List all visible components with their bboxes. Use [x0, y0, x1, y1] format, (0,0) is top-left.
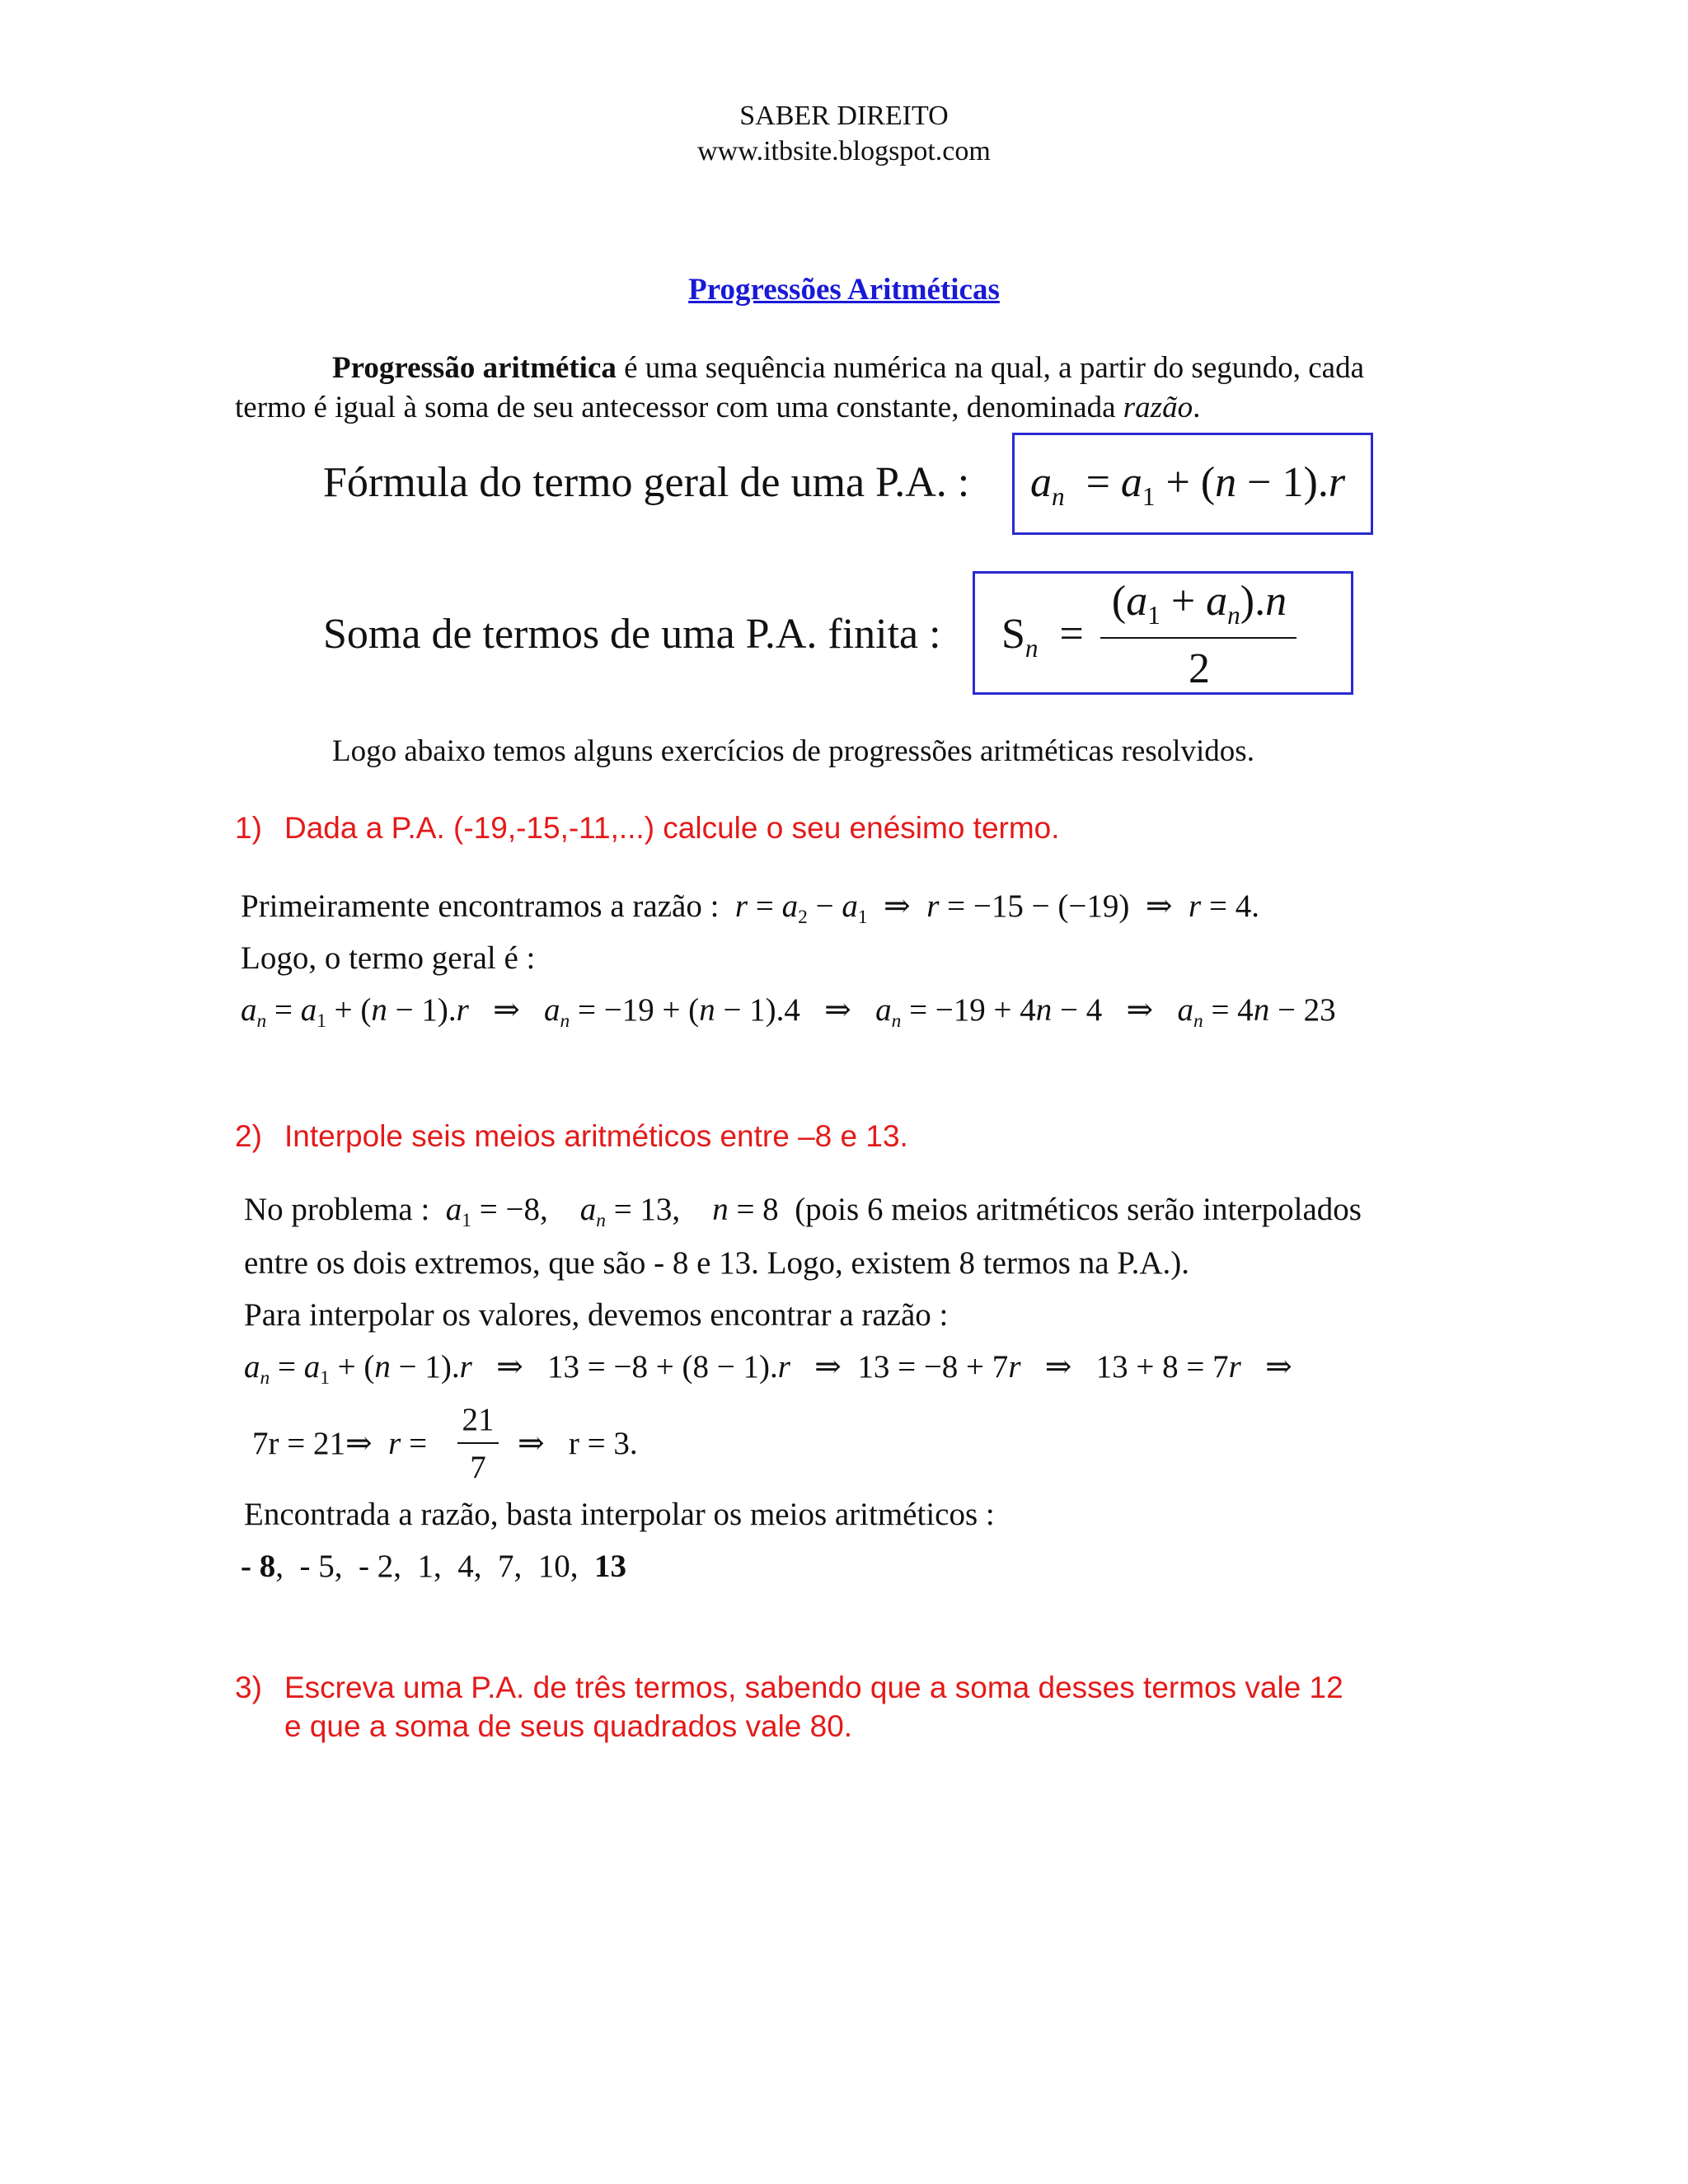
exercise-2-question: Interpole seis meios aritméticos entre –8 e 13. [284, 1119, 908, 1153]
ex2-line-1-note: (pois 6 meios aritméticos serão interpolados [795, 1192, 1362, 1227]
ex2-fraction-numerator: 21 [462, 1402, 495, 1437]
sum-formula-lhs: $S_n$ = [1001, 611, 1084, 663]
intro-line-2: termo é igual à soma de seu antecessor com uma constante, denominada razão. [235, 391, 1201, 424]
ex2-line-6: Encontrada a razão, basta interpolar os meios aritméticos : [244, 1497, 995, 1532]
site-name: SABER DIREITO [739, 101, 949, 131]
sum-formula-denominator: 2 [1189, 645, 1210, 692]
exercises-intro: Logo abaixo temos alguns exercícios de progressões aritméticas resolvidos. [332, 734, 1254, 768]
sum-formula-numerator: $(a_1 + a_n).n$ [1111, 578, 1287, 630]
ex1-line-1-text: Primeiramente encontramos a razão : [241, 888, 720, 924]
exercise-3-question-line-1: Escreva uma P.A. de três termos, sabendo que a soma desses termos vale 12 [284, 1671, 1343, 1704]
ex2-fraction-line [457, 1442, 499, 1444]
intro-text-1: é uma sequência numérica na qual, a partir do segundo, cada [616, 351, 1365, 385]
sum-fraction-line [1100, 637, 1296, 639]
ex2-line-1-label: No problema : [244, 1192, 430, 1227]
exercise-1-question: Dada a P.A. (-19,-15,-11,...) calcule o seu enésimo termo. [284, 811, 1060, 845]
general-term-formula: $a_n = a_1 + (n - 1).r$ [1030, 459, 1346, 511]
ex2-fraction-denominator: 7 [470, 1450, 486, 1485]
ex1-line-3: $a_n = a_1 + (n - 1).r$ ⇒ $a_n = -19 + (n - 1).4$ ⇒ $a_n = -19 + 4n - 4$ ⇒ $a_n = 4n - 23$ [241, 992, 1336, 1033]
ex2-sequence-first: - 8 [241, 1549, 276, 1584]
intro-text-2: termo é igual à soma de seu antecessor com uma constante, denominada [235, 391, 1123, 424]
intro-italic-razao: razão [1123, 391, 1193, 424]
ex2-line-5-rhs: ⇒ r = 3. [518, 1426, 638, 1461]
intro-bold-term: Progressão aritmética [332, 351, 617, 385]
ex2-line-1: No problema : $a_1 = -8$, $a_n = 13$, n = 8 (pois 6 meios aritméticos serão interpolados [244, 1192, 1362, 1232]
exercise-3-number: 3) [235, 1671, 262, 1704]
ex1-line-1: Primeiramente encontramos a razão : $r = a_2 - a_1$ ⇒ r = −15 − (−19) ⇒ r = 4. [241, 888, 1259, 929]
exercise-3-question-line-2: e que a soma de seus quadrados vale 80. [284, 1709, 853, 1743]
ex2-sequence-middle: , - 5, - 2, 1, 4, 7, 10, [275, 1549, 594, 1584]
ex2-line-5-lhs: 7r = 21⇒ r = [252, 1426, 428, 1461]
ex2-line-4: $a_n = a_1 + (n - 1).r$ ⇒ 13 = −8 + (8 − 1).r ⇒ 13 = −8 + 7r ⇒ 13 + 8 = 7r ⇒ [244, 1349, 1292, 1390]
ex2-line-3: Para interpolar os valores, devemos encontrar a razão : [244, 1297, 949, 1333]
exercise-1-number: 1) [235, 811, 262, 845]
ex2-line-2: entre os dois extremos, que são - 8 e 13. Logo, existem 8 termos na P.A.). [244, 1245, 1190, 1281]
sum-label: Soma de termos de uma P.A. finita : [323, 611, 941, 658]
ex2-sequence-last: 13 [593, 1549, 626, 1584]
site-url[interactable]: www.itbsite.blogspot.com [697, 136, 991, 166]
ex2-sequence [241, 1548, 626, 1585]
exercise-2-number: 2) [235, 1119, 262, 1153]
ex1-line-2: Logo, o termo geral é : [241, 940, 536, 976]
page-title[interactable]: Progressões Aritméticas [688, 273, 1000, 307]
general-term-label: Fórmula do termo geral de uma P.A. : [323, 459, 970, 506]
intro-line-1 [332, 349, 1364, 388]
